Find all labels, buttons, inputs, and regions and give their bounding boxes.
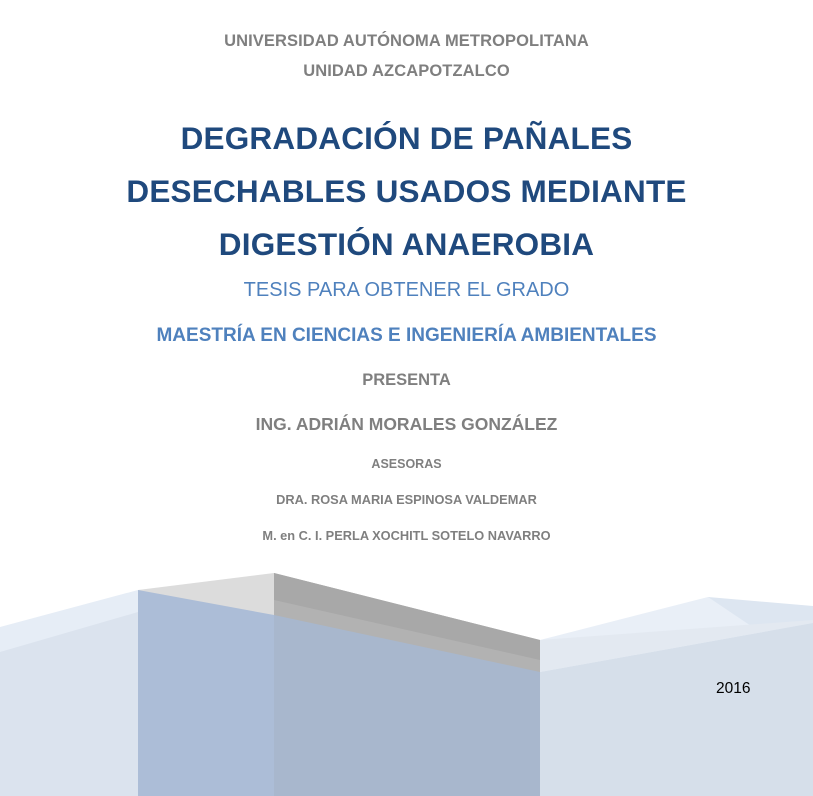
thesis-title-line-3: DIGESTIÓN ANAEROBIA <box>218 226 595 262</box>
advisor-2: M. en C. I. PERLA XOCHITL SOTELO NAVARRO <box>262 528 551 543</box>
university-unit: UNIDAD AZCAPOTZALCO <box>303 62 510 80</box>
author-name: ING. ADRIÁN MORALES GONZÁLEZ <box>255 414 558 434</box>
advisors-label: ASESORAS <box>371 457 442 471</box>
thesis-title-line-2: DESECHABLES USADOS MEDIANTE <box>126 173 687 209</box>
advisor-1: DRA. ROSA MARIA ESPINOSA VALDEMAR <box>276 492 537 507</box>
university-name: UNIVERSIDAD AUTÓNOMA METROPOLITANA <box>224 32 589 50</box>
blue-panel-center <box>138 590 274 796</box>
thesis-subtitle: TESIS PARA OBTENER EL GRADO <box>243 279 570 301</box>
presenta-label: PRESENTA <box>362 371 451 389</box>
thesis-title-line-1: DEGRADACIÓN DE PAÑALES <box>180 120 633 156</box>
decorative-bottom-graphic <box>0 565 813 796</box>
degree-name: MAESTRÍA EN CIENCIAS E INGENIERÍA AMBIENTALES <box>156 325 657 346</box>
year: 2016 <box>716 680 751 697</box>
